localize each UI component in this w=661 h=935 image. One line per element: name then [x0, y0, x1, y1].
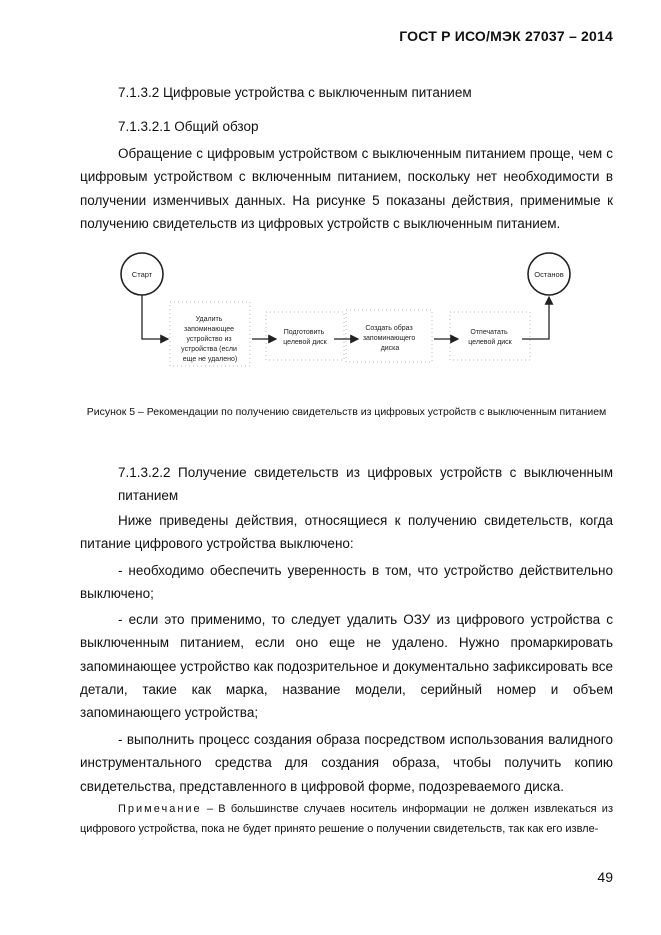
arrow-start-to-step1	[142, 295, 168, 339]
page-number: 49	[597, 869, 613, 885]
step4-box	[450, 312, 530, 360]
step4-label: Отпечатать целевой диск	[468, 329, 512, 346]
section-heading-7-1-3-2: 7.1.3.2 Цифровые устройства с выключенным питанием	[118, 85, 472, 100]
section-heading-7-1-3-2-2: 7.1.3.2.2 Получение свидетельств из цифровых устройств с выключенным питанием	[118, 465, 613, 504]
start-label: Старт	[131, 270, 153, 279]
intro-paragraph: Ниже приведены действия, относящиеся к получению свидетельств, когда питание цифрового устройства выключено:	[80, 513, 613, 552]
step2-label: Подготовить целевой диск	[283, 329, 327, 346]
step3-label: Создать образ запоминающего диска	[362, 325, 416, 352]
list-item-2: - если это применимо, то следует удалить ОЗУ из цифрового устройства с выключенным питанием, если оно еще не удалено. Нужно промаркировать запоминающее устройство как подозрительное и документально зафиксировать все детали, такие как марка, название модели, серийный номер и объем запоминающего устройства;	[80, 612, 613, 721]
stop-label: Останов	[534, 270, 564, 279]
list-item-3: - выполнить процесс создания образа посредством использования валидного инструментального средства для создания образа, чтобы получить копию свидетельства, представленного в цифровой форме, подозреваемого диска.	[80, 732, 613, 794]
note-text: – В большинстве случаев носитель информации не должен извлекаться из цифрового устройства, пока не будет принято решение о получении свидетельств, так как его извле-	[80, 803, 613, 835]
note-paragraph	[80, 799, 613, 839]
figure-caption: Рисунок 5 – Рекомендации по получению свидетельств из цифровых устройств с выключенным питанием	[86, 406, 607, 418]
step1-label: Удалить запоминающее устройство из устройства (если еще не удалено)	[181, 316, 238, 363]
arrow-step4-to-stop	[522, 297, 549, 339]
flow-diagram	[80, 250, 613, 370]
note-label: Примечание	[118, 803, 202, 815]
document-header: ГОСТ Р ИСО/МЭК 27037 – 2014	[399, 28, 613, 44]
overview-paragraph: Обращение с цифровым устройством с выключенным питанием проще, чем с цифровым устройством с включенным питанием, поскольку нет необходимости в получении изменчивых данных. На рисунке 5 показаны действия, применимые к получению свидетельств из цифровых устройств с выключенным питанием.	[80, 146, 613, 231]
section-heading-7-1-3-2-1: 7.1.3.2.1 Общий обзор	[118, 119, 259, 134]
list-item-1: - необходимо обеспечить уверенность в том, что устройство действительно выключено;	[80, 563, 613, 602]
step2-box	[266, 312, 344, 360]
